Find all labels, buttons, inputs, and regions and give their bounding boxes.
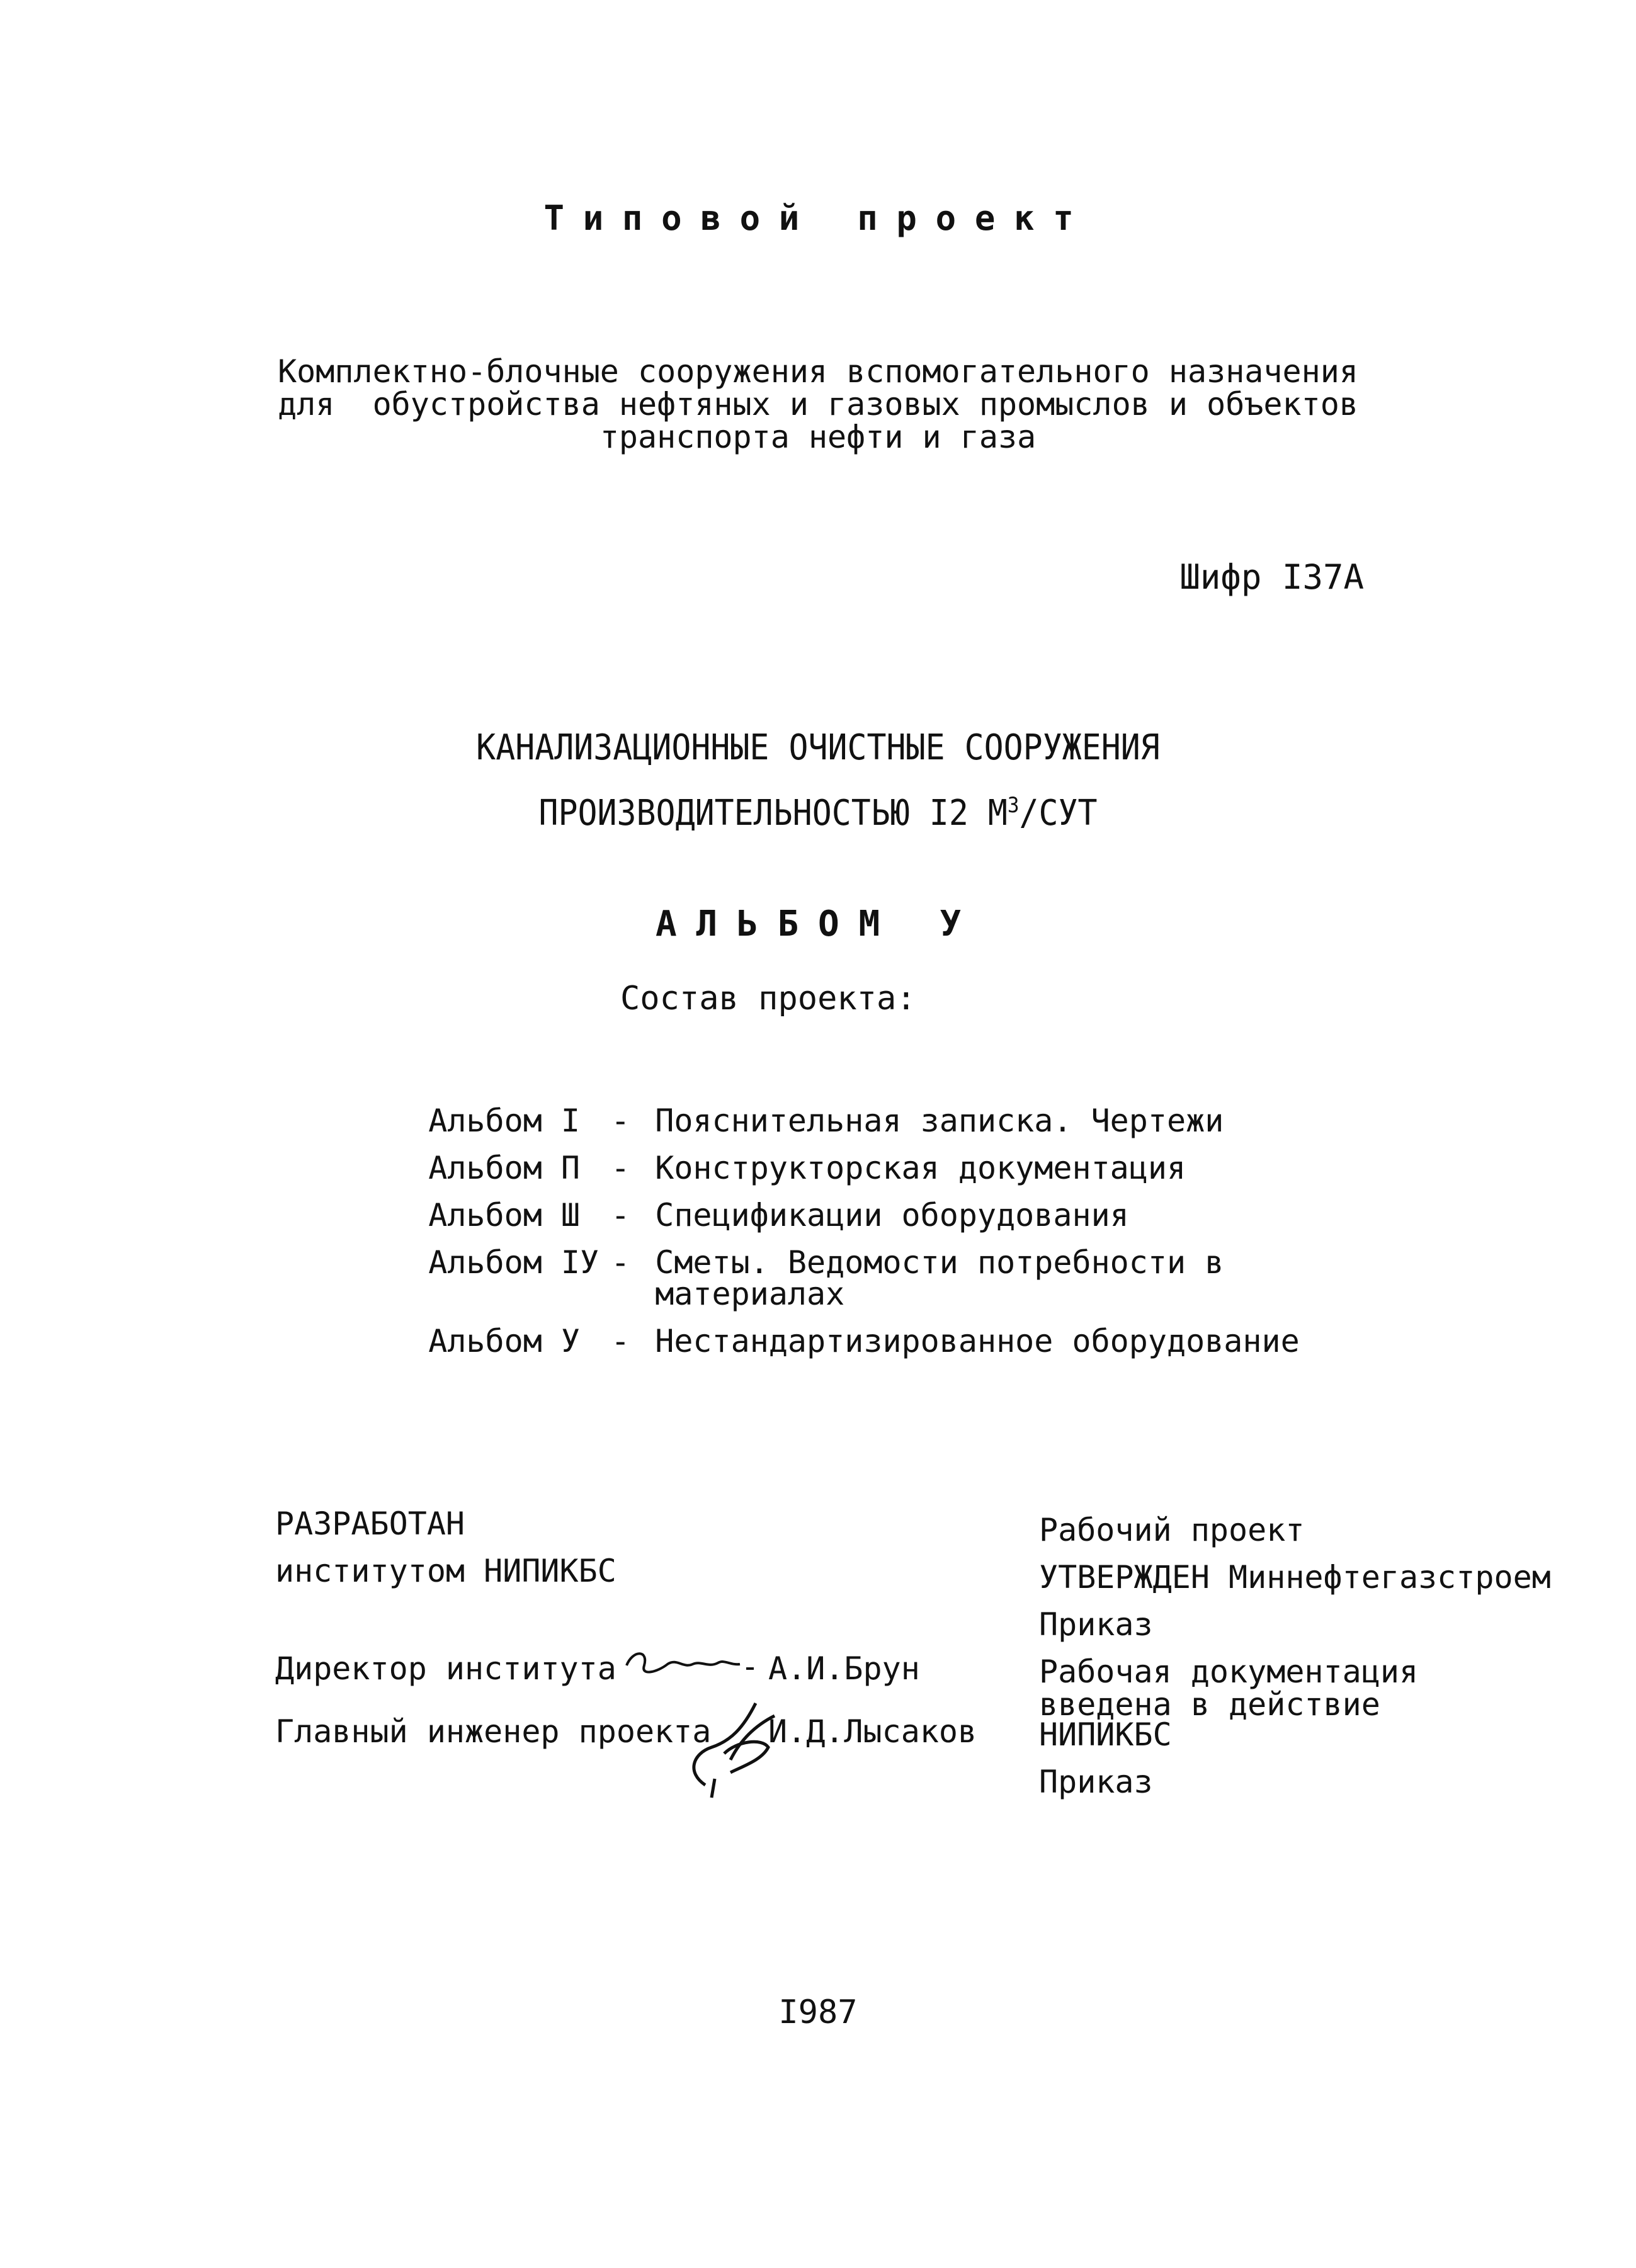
director-name: А.И.Брун bbox=[768, 1650, 920, 1687]
document-year: I987 bbox=[778, 1993, 858, 2031]
album-list-item: Альбом Ш - Спецификации оборудования bbox=[390, 1168, 1537, 1231]
album-label: Альбом I bbox=[428, 1103, 581, 1139]
project-subtitle-line-3: транспорта нефти и газа bbox=[599, 419, 1037, 455]
project-name-line-1: КАНАЛИЗАЦИОННЫЕ ОЧИСТНЫЕ СООРУЖЕНИЯ bbox=[476, 727, 1160, 768]
album-description: Спецификации оборудования bbox=[655, 1197, 1129, 1233]
developer-heading: РАЗРАБОТАН bbox=[275, 1505, 465, 1542]
cubic-superscript: 3 bbox=[1007, 793, 1020, 817]
approval-line-5: введена в действие bbox=[1039, 1686, 1380, 1723]
document-type-title: Типовой проект bbox=[543, 198, 1093, 238]
album-title: АЛЬБОМ У bbox=[655, 904, 981, 944]
approval-line-4: Рабочая документация bbox=[1039, 1653, 1419, 1690]
developer-institute: институтом НИПИКБС bbox=[275, 1553, 616, 1589]
album-description: Конструкторская документация bbox=[655, 1150, 1186, 1186]
project-subtitle-line-2: для обустройства нефтяных и газовых промыслов и объектов bbox=[278, 386, 1358, 422]
album-list-item: Альбом У - Нестандартизированное оборудование bbox=[390, 1294, 1537, 1357]
album-label: Альбом IУ bbox=[428, 1244, 599, 1281]
album-description: Сметы. Ведомости потребности в материалах bbox=[655, 1244, 1224, 1312]
approval-line-6: НИПИКБС bbox=[1039, 1716, 1172, 1753]
album-list-item: Альбом IУ - Сметы. Ведомости потребности в материалах bbox=[390, 1215, 1537, 1310]
chief-engineer-name: И.Д.Лысаков bbox=[768, 1713, 977, 1750]
director-label: Директор института bbox=[275, 1650, 616, 1687]
album-label: Альбом Ш bbox=[428, 1197, 581, 1233]
project-code: Шифр I37А bbox=[1179, 557, 1364, 597]
approval-line-2: УТВЕРЖДЕН Миннефтегазстроем bbox=[1039, 1559, 1551, 1596]
approval-line-1: Рабочий проект bbox=[1039, 1512, 1305, 1548]
album-label: Альбом П bbox=[428, 1150, 581, 1186]
project-capacity-unit: /СУТ bbox=[1019, 793, 1098, 834]
album-description: Нестандартизированное оборудование bbox=[655, 1323, 1300, 1359]
chief-engineer-signature bbox=[667, 1678, 793, 1804]
project-name-line-2 bbox=[65, 793, 1571, 834]
approval-line-7: Приказ bbox=[1039, 1764, 1153, 1800]
album-list-item: Альбом I - Пояснительная записка. Чертежи bbox=[390, 1074, 1537, 1137]
album-list-item: Альбом П - Конструкторская документация bbox=[390, 1121, 1537, 1184]
album-description: Пояснительная записка. Чертежи bbox=[655, 1103, 1224, 1139]
approval-line-3: Приказ bbox=[1039, 1606, 1153, 1643]
composition-heading: Состав проекта: bbox=[620, 980, 916, 1018]
album-label: Альбом У bbox=[428, 1323, 581, 1359]
project-capacity-text: ПРОИЗВОДИТЕЛЬНОСТЬЮ I2 М bbox=[538, 793, 1008, 834]
project-subtitle-line-1: Комплектно-блочные сооружения вспомогательного назначения bbox=[278, 353, 1358, 390]
chief-engineer-label: Главный инженер проекта bbox=[275, 1713, 712, 1750]
